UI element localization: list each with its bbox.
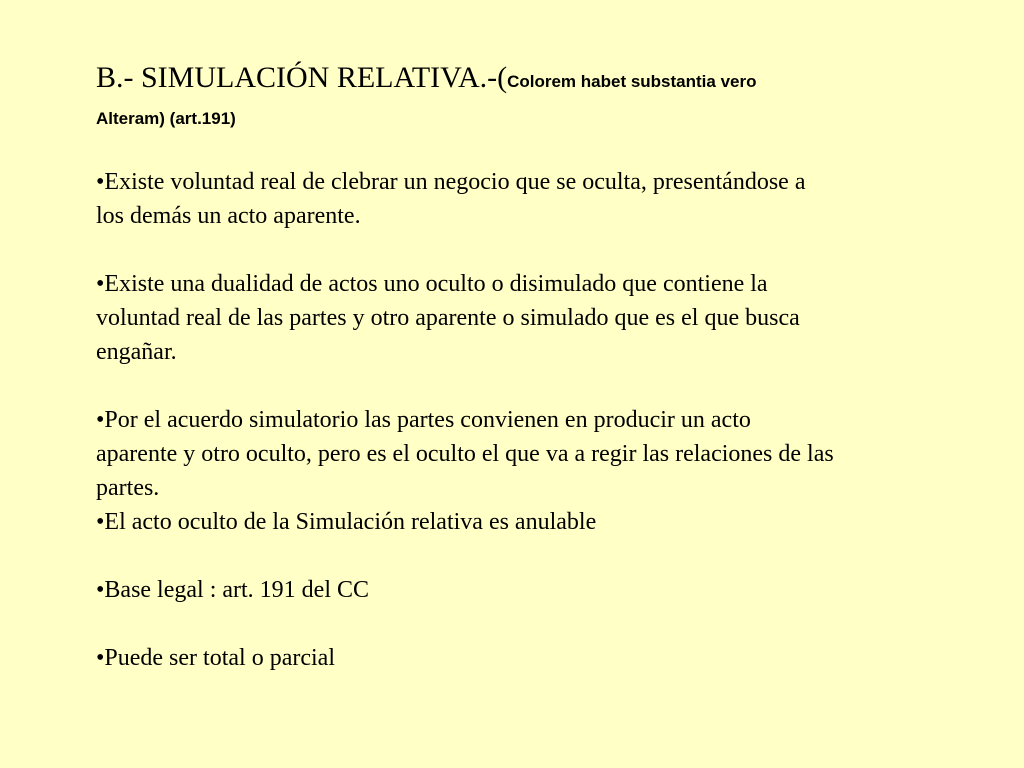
bullet-acuerdo-simulatorio <box>96 403 986 505</box>
bullet-voluntad-real <box>96 165 986 233</box>
bullet-line: •Puede ser total o parcial <box>96 645 335 671</box>
title-subtitle-line1: Colorem habet substantia vero <box>507 72 757 91</box>
bullet-line: •El acto oculto de la Simulación relativa es anulable <box>96 509 597 535</box>
title-main-text: B.- SIMULACIÓN RELATIVA.-( <box>96 61 508 94</box>
slide-title <box>96 60 956 138</box>
bullet-line: engañar. <box>96 339 177 365</box>
bullet-line: partes. <box>96 475 160 501</box>
bullet-base-legal <box>96 573 986 607</box>
spacer <box>96 369 986 403</box>
bullet-line: •Existe voluntad real de clebrar un negocio que se oculta, presentándose a <box>96 169 806 195</box>
spacer <box>96 539 986 573</box>
bullet-line: aparente y otro oculto, pero es el oculto el que va a regir las relaciones de las <box>96 441 834 467</box>
slide-body <box>96 165 986 675</box>
bullet-line: •Existe una dualidad de actos uno oculto o disimulado que contiene la <box>96 271 768 297</box>
spacer <box>96 233 986 267</box>
bullet-acto-oculto <box>96 505 986 539</box>
bullet-line: los demás un acto aparente. <box>96 203 361 229</box>
bullet-line: •Base legal : art. 191 del CC <box>96 577 370 603</box>
title-subtitle-line2: Alteram) (art.191) <box>96 109 236 128</box>
bullet-total-parcial <box>96 641 986 675</box>
bullet-dualidad <box>96 267 986 369</box>
spacer <box>96 607 986 641</box>
bullet-line: voluntad real de las partes y otro aparente o simulado que es el que busca <box>96 305 800 331</box>
bullet-line: •Por el acuerdo simulatorio las partes convienen en producir un acto <box>96 407 751 433</box>
